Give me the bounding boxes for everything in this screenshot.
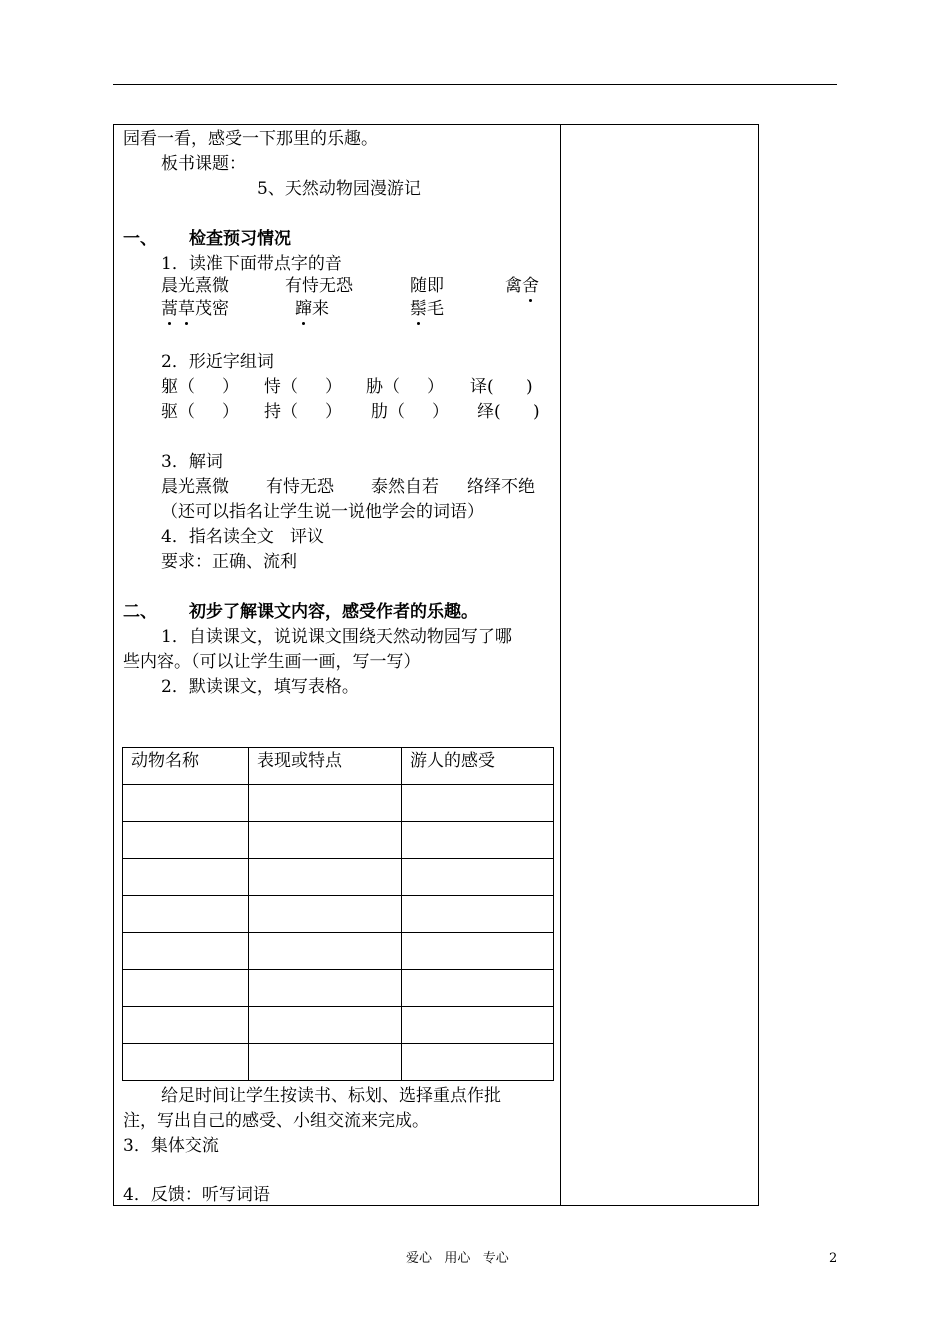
word: 有恃无恐	[285, 276, 353, 296]
table-cell[interactable]	[123, 896, 249, 933]
table-cell[interactable]	[249, 859, 402, 896]
table-cell[interactable]	[123, 1007, 249, 1044]
table-row	[123, 1007, 554, 1044]
table-header: 游人的感受	[402, 748, 554, 785]
text-line: 2．形近字组词	[161, 352, 274, 372]
text-line: 2．默读课文，填写表格。	[161, 677, 359, 697]
table-row	[123, 933, 554, 970]
word	[410, 298, 444, 320]
table-header: 表现或特点	[249, 748, 402, 785]
word: 持（ ）	[264, 402, 343, 422]
text-line: 板书课题：	[161, 154, 246, 174]
word-part: 毛	[427, 299, 444, 319]
footer-motto: 爱心 用心 专心	[406, 1251, 509, 1266]
text-line: 4．反馈：听写词语	[123, 1185, 270, 1205]
table-row	[123, 859, 554, 896]
text-line: 1．读准下面带点字的音	[161, 254, 342, 274]
table-cell[interactable]	[123, 785, 249, 822]
table-cell[interactable]	[123, 822, 249, 859]
word-part: 禽	[505, 276, 522, 296]
table-header: 动物名称	[123, 748, 249, 785]
table-cell[interactable]	[123, 859, 249, 896]
word: 泰然自若	[371, 477, 439, 497]
table-header-row	[123, 748, 554, 785]
table-cell[interactable]	[249, 933, 402, 970]
table-cell[interactable]	[249, 896, 402, 933]
dotted-char: 草	[178, 299, 195, 319]
table-row	[123, 970, 554, 1007]
column-divider	[560, 124, 561, 1206]
text-line: 4．指名读全文 评议	[161, 527, 325, 547]
text-line: 注，写出自己的感受、小组交流来完成。	[123, 1111, 429, 1131]
table-cell[interactable]	[249, 1007, 402, 1044]
table-row	[123, 896, 554, 933]
word	[505, 275, 539, 297]
word: 胁（ ）	[366, 377, 445, 397]
text-line: （还可以指名让学生说一说他学会的词语）	[161, 502, 484, 522]
dotted-char: 蹿	[295, 299, 312, 319]
text-line: 3．解词	[161, 452, 223, 472]
header-rule	[113, 84, 837, 85]
word: 络绎不绝	[467, 477, 535, 497]
table-cell[interactable]	[402, 822, 554, 859]
lesson-title: 5、天然动物园漫游记	[257, 179, 421, 199]
table-cell[interactable]	[249, 970, 402, 1007]
word: 有恃无恐	[266, 477, 334, 497]
word: 驱（ ）	[161, 402, 240, 422]
word-part: 来	[312, 299, 329, 319]
page-number: 2	[829, 1251, 838, 1266]
section-number: 二、	[123, 602, 157, 622]
word: 晨光熹微	[161, 477, 229, 497]
table-row	[123, 785, 554, 822]
text-line: 1．自读课文，说说课文围绕天然动物园写了哪	[161, 627, 512, 647]
word-part: 茂密	[195, 299, 229, 319]
dotted-char: 鬃	[410, 299, 427, 319]
word: 躯（ ）	[161, 377, 240, 397]
text-line: 园看一看，感受一下那里的乐趣。	[123, 129, 378, 149]
table-cell[interactable]	[123, 933, 249, 970]
word: 随即	[410, 276, 444, 296]
text-line: 给足时间让学生按读书、标划、选择重点作批	[161, 1086, 501, 1106]
word: 晨光熹微	[161, 276, 229, 296]
section-title: 检查预习情况	[189, 229, 291, 249]
table-cell[interactable]	[402, 859, 554, 896]
table-cell[interactable]	[249, 1044, 402, 1081]
word	[295, 298, 329, 320]
table-cell[interactable]	[249, 822, 402, 859]
word: 肋（ ）	[371, 402, 450, 422]
dotted-char: 舍	[522, 276, 539, 296]
section-number: 一、	[123, 229, 157, 249]
table-cell[interactable]	[402, 970, 554, 1007]
table-cell[interactable]	[123, 1044, 249, 1081]
word: 译( )	[470, 377, 533, 397]
dotted-char: 蒿	[161, 299, 178, 319]
table-cell[interactable]	[402, 1007, 554, 1044]
word	[161, 298, 229, 320]
text-line: 3．集体交流	[123, 1136, 219, 1156]
animal-worksheet-table	[122, 747, 554, 1081]
table-cell[interactable]	[249, 785, 402, 822]
table-row	[123, 822, 554, 859]
table-cell[interactable]	[402, 933, 554, 970]
text-line: 些内容。（可以让学生画一画，写一写）	[123, 652, 421, 672]
table-cell[interactable]	[123, 970, 249, 1007]
word: 绎( )	[477, 402, 540, 422]
table-cell[interactable]	[402, 1044, 554, 1081]
table-cell[interactable]	[402, 896, 554, 933]
section-title: 初步了解课文内容，感受作者的乐趣。	[189, 602, 478, 622]
table-cell[interactable]	[402, 785, 554, 822]
word: 恃（ ）	[264, 377, 343, 397]
text-line: 要求：正确、流利	[161, 552, 297, 572]
table-row	[123, 1044, 554, 1081]
